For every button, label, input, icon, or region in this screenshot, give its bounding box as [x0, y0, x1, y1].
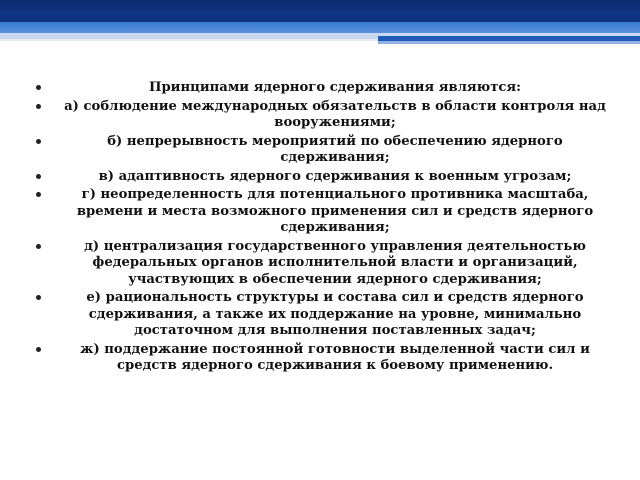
list-item — [50, 99, 612, 132]
list-item-text: в) адаптивность ядерного сдерживания к военным угрозам; — [98, 168, 572, 184]
list-item-text: б) непрерывность мероприятий по обеспечению ядерного сдерживания; — [107, 133, 563, 165]
header-band-navy — [0, 0, 640, 22]
list-item-text: ж) поддержание постоянной готовности выделенной части сил и средств ядерного сдерживания к боевому применению. — [80, 341, 590, 373]
list-item — [50, 290, 612, 340]
list-item-text: г) неопределенность для потенциального противника масштаба, времени и места возможного применения сил и средств ядерного сдерживания; — [76, 187, 594, 235]
principles-list — [50, 80, 612, 375]
list-item-text: Принципами ядерного сдерживания являются: — [149, 80, 521, 95]
bullet-icon — [36, 104, 41, 109]
list-item — [50, 169, 612, 186]
header-divider-line — [0, 39, 378, 41]
bullet-icon — [36, 139, 41, 144]
list-item — [50, 342, 612, 375]
list-item-text: е) рациональность структуры и состава сил и средств ядерного сдерживания, а также их поддержание на уровне, минимально достаточном для выполнения поставленных задач; — [86, 290, 584, 338]
list-item — [50, 187, 612, 237]
list-item — [50, 80, 612, 97]
list-item — [50, 134, 612, 167]
header-accent-bar-light — [378, 41, 640, 44]
list-item — [50, 239, 612, 289]
bullet-icon — [36, 85, 41, 90]
list-item-text: д) централизация государственного управления деятельностью федеральных органов исполнительной власти и организаций, участвующих в обеспечении ядерного сдерживания; — [84, 238, 586, 287]
slide-content — [50, 80, 612, 377]
bullet-icon — [36, 192, 41, 197]
bullet-icon — [36, 347, 41, 352]
bullet-icon — [36, 174, 41, 179]
bullet-icon — [36, 244, 41, 249]
list-item-text: а) соблюдение международных обязательств в области контроля над вооружениями; — [64, 98, 606, 130]
bullet-icon — [36, 295, 41, 300]
header-band-blue — [0, 22, 640, 33]
